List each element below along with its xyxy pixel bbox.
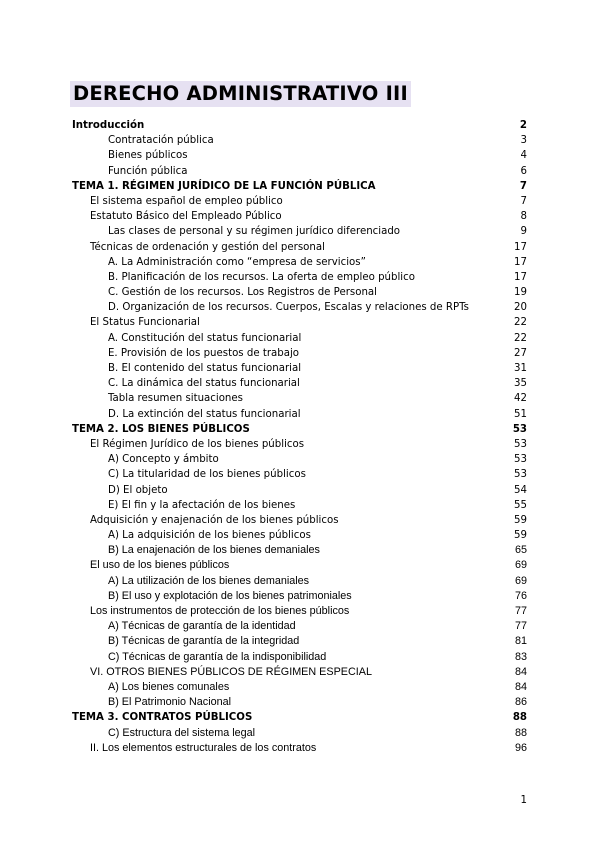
- toc-entry[interactable]: [0, 285, 600, 300]
- toc-entry-label: B) Técnicas de garantía de la integridad: [108, 635, 300, 648]
- toc-entry-page: 84: [514, 680, 527, 693]
- toc-entry-page: 88: [512, 712, 527, 724]
- toc-entry[interactable]: [0, 315, 600, 330]
- toc-entry-page: 17: [514, 241, 527, 253]
- toc-entry-label: C) Estructura del sistema legal: [108, 726, 256, 739]
- toc-entry-page: 53: [514, 454, 527, 466]
- toc-entry-label: A) Concepto y ámbito: [108, 454, 219, 466]
- toc-entry[interactable]: [0, 574, 600, 589]
- toc-entry-page: 96: [514, 741, 527, 754]
- toc-entry-label: B) El uso y explotación de los bienes patrimoniales: [108, 589, 352, 602]
- toc-entry-page: 76: [514, 589, 527, 602]
- toc-entry[interactable]: [0, 680, 600, 695]
- toc-entry-page: 53: [514, 469, 527, 481]
- toc-entry-label: C) Técnicas de garantía de la indisponibilidad: [108, 650, 327, 663]
- toc-entry-page: 6: [520, 165, 527, 177]
- toc-entry-page: 4: [520, 150, 527, 162]
- toc-entry[interactable]: [0, 376, 600, 391]
- toc-entry[interactable]: [0, 300, 600, 315]
- toc-entry-label: El uso de los bienes públicos: [90, 559, 230, 572]
- toc-entry[interactable]: [0, 710, 600, 725]
- toc-entry-page: 3: [520, 135, 527, 147]
- toc-entry[interactable]: [0, 483, 600, 498]
- toc-entry-page: 42: [514, 393, 527, 405]
- toc-entry-label: A. Constitución del status funcionarial: [108, 332, 302, 344]
- toc-entry[interactable]: [0, 498, 600, 513]
- toc-entry[interactable]: [0, 133, 600, 148]
- toc-entry-page: 31: [514, 363, 527, 374]
- toc-entry[interactable]: [0, 179, 600, 194]
- toc-entry-label: B) El Patrimonio Nacional: [108, 696, 232, 709]
- toc-entry[interactable]: [0, 148, 600, 163]
- toc-entry[interactable]: [0, 695, 600, 710]
- toc-entry-page: 7: [519, 180, 527, 192]
- toc-entry-label: Las clases de personal y su régimen jurídico diferenciado: [108, 226, 401, 238]
- toc-entry-label: E. Provisión de los puestos de trabajo: [108, 347, 300, 359]
- toc-entry[interactable]: [0, 118, 600, 133]
- toc-entry[interactable]: [0, 437, 600, 452]
- toc-entry[interactable]: [0, 224, 600, 239]
- toc-entry[interactable]: [0, 255, 600, 270]
- toc-entry-page: 27: [514, 347, 527, 359]
- toc-entry-label: E) El fin y la afectación de los bienes: [108, 499, 296, 511]
- toc-entry-label: TEMA 1. RÉGIMEN JURÍDICO DE LA FUNCIÓN PÚBLICA: [72, 180, 376, 192]
- toc-entry-label: A) Técnicas de garantía de la identidad: [108, 620, 296, 633]
- toc-entry-page: 8: [520, 211, 527, 223]
- toc-entry-label: TEMA 2. LOS BIENES PÚBLICOS: [72, 423, 250, 435]
- toc-entry-label: VI. OTROS BIENES PÚBLICOS DE RÉGIMEN ESPECIAL: [90, 665, 372, 678]
- toc-entry-label: Adquisición y enajenación de los bienes públicos: [90, 514, 339, 526]
- toc-entry[interactable]: [0, 391, 600, 406]
- toc-entry-page: 84: [514, 665, 527, 678]
- toc-entry[interactable]: [0, 346, 600, 361]
- toc-entry-label: A. La Administración como “empresa de servicios”: [108, 256, 366, 268]
- page-number: 1: [520, 795, 527, 806]
- toc-entry[interactable]: [0, 467, 600, 482]
- toc-entry-label: El Régimen Jurídico de los bienes públicos: [90, 438, 305, 450]
- toc-entry-label: Contratación pública: [108, 135, 214, 147]
- document-title: DERECHO ADMINISTRATIVO III: [70, 81, 411, 107]
- toc-entry-label: A) Los bienes comunales: [108, 680, 230, 693]
- toc-entry-page: 19: [514, 287, 527, 299]
- toc-entry[interactable]: [0, 270, 600, 285]
- toc-entry-label: C. Gestión de los recursos. Los Registros de Personal: [108, 287, 377, 299]
- toc-entry-label: C) La titularidad de los bienes públicos: [108, 469, 306, 481]
- toc-entry[interactable]: [0, 665, 600, 680]
- toc-entry[interactable]: [0, 589, 600, 604]
- toc-entry-page: 7: [520, 195, 527, 207]
- toc-entry-label: D) El objeto: [108, 484, 168, 496]
- toc-entry-page: 86: [514, 696, 527, 709]
- toc-entry[interactable]: [0, 331, 600, 346]
- toc-entry-page: 53: [514, 438, 527, 450]
- toc-entry[interactable]: [0, 543, 600, 558]
- toc-entry[interactable]: [0, 240, 600, 255]
- toc-entry-page: 17: [514, 256, 527, 268]
- toc-entry-page: 65: [514, 544, 527, 557]
- toc-entry-page: 20: [514, 302, 527, 314]
- toc-entry-label: B. El contenido del status funcionarial: [108, 363, 302, 374]
- toc-entry[interactable]: [0, 558, 600, 573]
- toc-entry-page: 59: [514, 530, 527, 542]
- toc-entry-label: B. Planificación de los recursos. La oferta de empleo público: [108, 271, 415, 283]
- toc-entry-label: Los instrumentos de protección de los bienes públicos: [90, 605, 350, 617]
- toc-entry-page: 81: [514, 635, 527, 648]
- toc-entry-page: 35: [514, 378, 527, 390]
- toc-entry-page: 77: [514, 605, 527, 617]
- toc-entry[interactable]: [0, 209, 600, 224]
- toc-entry-page: 88: [514, 726, 527, 739]
- toc-entry[interactable]: [0, 164, 600, 179]
- toc-entry-label: D. La extinción del status funcionarial: [108, 408, 301, 420]
- toc-entry-page: 77: [514, 620, 527, 633]
- toc-entry-page: 22: [514, 332, 527, 344]
- toc-entry[interactable]: [0, 361, 600, 376]
- toc-entry-label: El Status Funcionarial: [90, 317, 200, 329]
- toc-entry[interactable]: [0, 650, 600, 665]
- toc-entry-label: El sistema español de empleo público: [90, 195, 283, 207]
- toc-entry-page: 55: [514, 499, 527, 511]
- toc-entry[interactable]: [0, 452, 600, 467]
- toc-entry-label: Técnicas de ordenación y gestión del personal: [90, 241, 325, 253]
- toc-entry-page: 59: [514, 514, 527, 526]
- toc-entry[interactable]: [0, 513, 600, 528]
- toc-entry[interactable]: [0, 194, 600, 209]
- toc-entry[interactable]: [0, 619, 600, 634]
- toc-entry-label: A) La adquisición de los bienes públicos: [108, 530, 311, 542]
- toc-entry-page: 17: [514, 271, 527, 283]
- table-of-contents: [0, 118, 600, 756]
- toc-entry-label: Estatuto Básico del Empleado Público: [90, 211, 282, 223]
- toc-entry[interactable]: [0, 634, 600, 649]
- toc-entry-label: Introducción: [72, 120, 145, 131]
- toc-entry-label: TEMA 3. CONTRATOS PÚBLICOS: [72, 712, 253, 724]
- toc-entry-label: C. La dinámica del status funcionarial: [108, 378, 300, 390]
- toc-entry[interactable]: [0, 528, 600, 543]
- toc-entry-page: 51: [514, 408, 527, 420]
- toc-entry-label: II. Los elementos estructurales de los contratos: [90, 741, 317, 754]
- toc-entry-page: 2: [519, 120, 527, 131]
- toc-entry-page: 69: [514, 559, 527, 572]
- toc-entry-label: D. Organización de los recursos. Cuerpos, Escalas y relaciones de RPTs: [108, 302, 469, 314]
- toc-entry-page: 69: [514, 574, 527, 587]
- toc-entry-page: 54: [514, 484, 527, 496]
- toc-entry[interactable]: [0, 726, 600, 741]
- toc-entry-label: Función pública: [108, 165, 188, 177]
- toc-entry-page: 83: [514, 650, 527, 663]
- toc-entry[interactable]: [0, 604, 600, 619]
- toc-entry[interactable]: [0, 741, 600, 756]
- toc-entry-label: Bienes públicos: [108, 150, 188, 162]
- toc-entry-page: 22: [514, 317, 527, 329]
- toc-entry-page: 53: [512, 423, 527, 435]
- toc-entry[interactable]: [0, 422, 600, 437]
- toc-entry-label: B) La enajenación de los bienes demaniales: [108, 544, 320, 557]
- toc-entry-label: A) La utilización de los bienes demaniales: [108, 574, 310, 587]
- toc-entry-page: 9: [520, 226, 527, 238]
- toc-entry[interactable]: [0, 407, 600, 422]
- toc-entry-label: Tabla resumen situaciones: [108, 393, 243, 405]
